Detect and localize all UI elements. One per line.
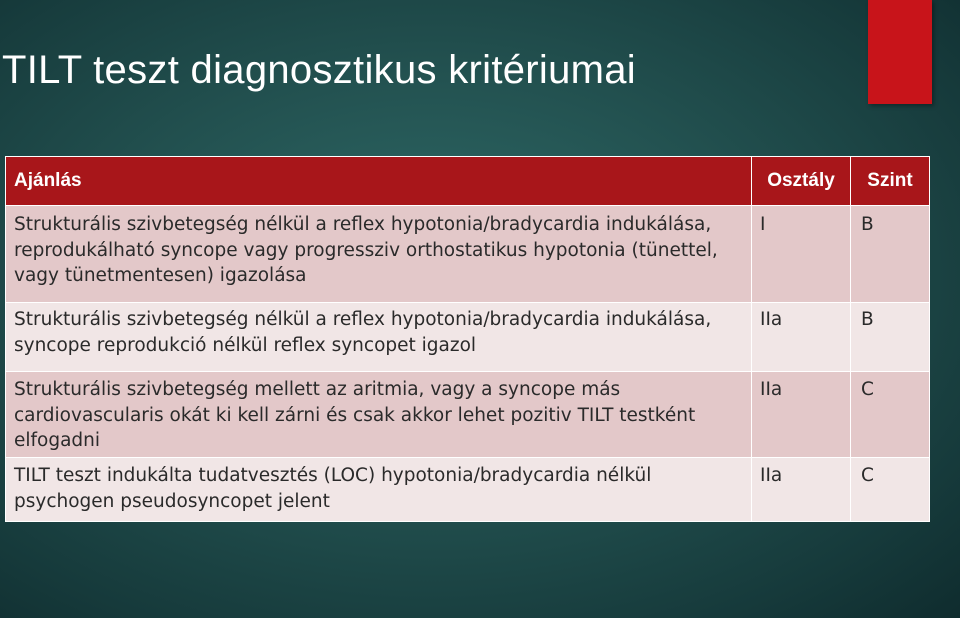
level-cell: C [851,372,930,458]
recommendation-cell: Strukturális szivbetegség mellett az aritmia, vagy a syncope más cardiovascularis okát ki kell zárni és csak akkor lehet pozitiv TILT testként elfogadni [6,372,752,458]
recommendation-cell: TILT teszt indukálta tudatvesztés (LOC) hypotonia/bradycardia nélkül psychogen pseudosyncopet jelent [6,458,752,522]
table-row [6,206,930,303]
accent-tab [868,0,932,104]
recommendation-cell: Strukturális szivbetegség nélkül a reflex hypotonia/bradycardia indukálása, reprodukálható syncope vagy progressziv orthostatikus hypotonia (tünettel, vagy tünetmentesen) igazolása [6,206,752,303]
criteria-table [5,156,930,522]
table-row [6,303,930,372]
class-cell: IIa [752,303,851,372]
slide-title: TILT teszt diagnosztikus kritériumai [2,48,636,92]
table-row [6,372,930,458]
header-level: Szint [851,157,930,206]
level-cell: C [851,458,930,522]
level-cell: B [851,303,930,372]
table-header-row [6,157,930,206]
class-cell: IIa [752,372,851,458]
table-row [6,458,930,522]
level-cell: B [851,206,930,303]
header-class: Osztály [752,157,851,206]
header-recommendation: Ajánlás [6,157,752,206]
recommendation-cell: Strukturális szivbetegség nélkül a reflex hypotonia/bradycardia indukálása, syncope reprodukció nélkül reflex syncopet igazol [6,303,752,372]
class-cell: IIa [752,458,851,522]
class-cell: I [752,206,851,303]
